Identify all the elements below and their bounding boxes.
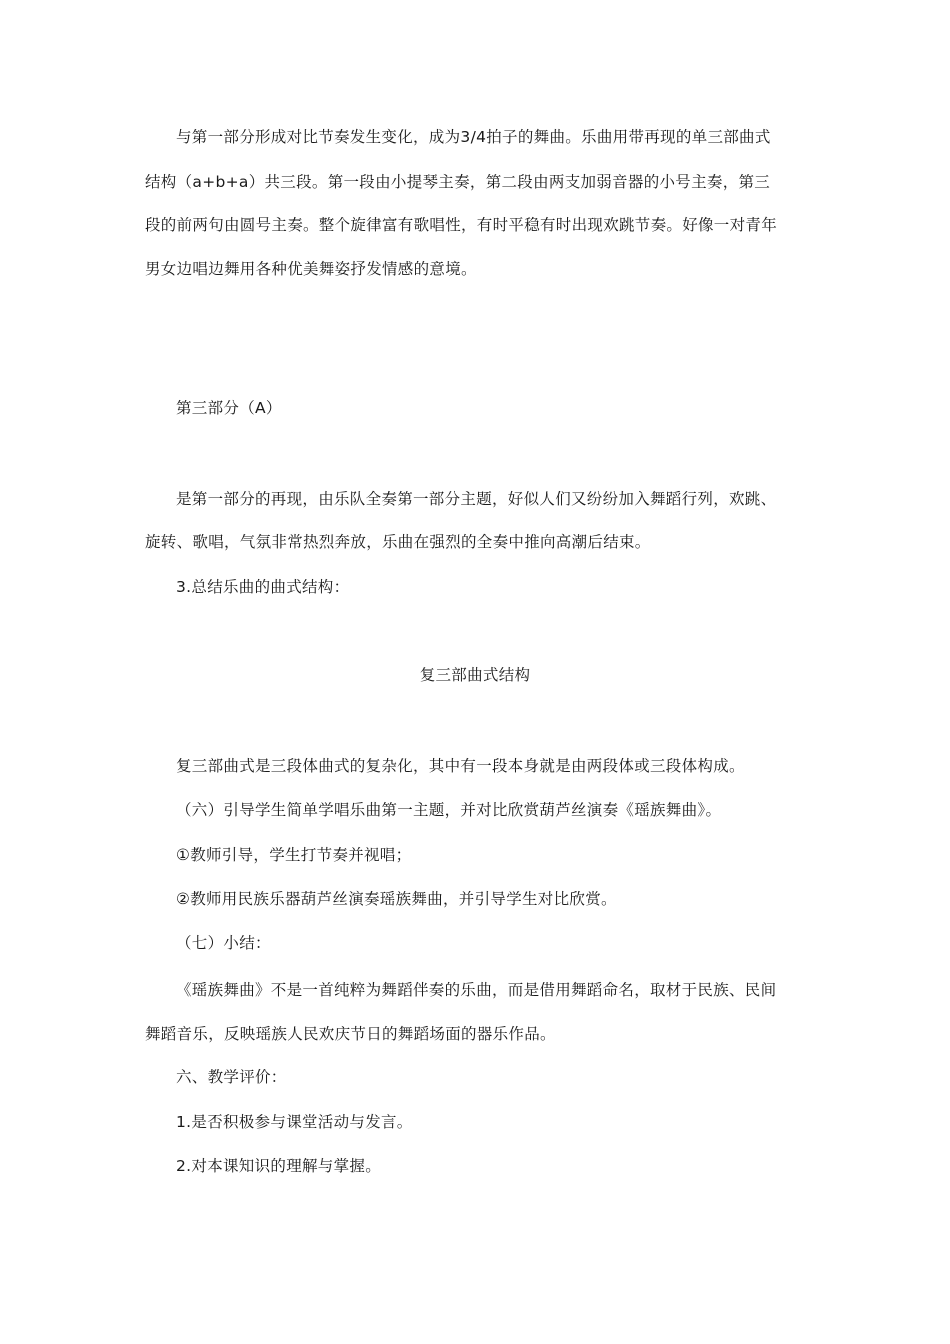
evaluation-item-2: 2.对本课知识的理解与掌握。 xyxy=(176,1157,381,1175)
paragraph-2-line-2: 旋转、歌唱，气氛非常热烈奔放，乐曲在强烈的全奏中推向高潮后结束。 xyxy=(145,533,651,551)
center-title: 复三部曲式结构 xyxy=(419,666,531,684)
evaluation-item-1: 1.是否积极参与课堂活动与发言。 xyxy=(176,1113,413,1131)
summary-heading: 3.总结乐曲的曲式结构： xyxy=(176,578,350,596)
step-6-item-1: ①教师引导，学生打节奏并视唱； xyxy=(176,846,412,864)
paragraph-4-line-2: 舞蹈音乐，反映瑶族人民欢庆节日的舞蹈场面的器乐作品。 xyxy=(145,1025,556,1043)
paragraph-3: 复三部曲式是三段体曲式的复杂化，其中有一段本身就是由两段体或三段体构成。 xyxy=(176,757,745,775)
step-6-item-2: ②教师用民族乐器葫芦丝演奏瑶族舞曲，并引导学生对比欣赏。 xyxy=(176,890,617,908)
paragraph-2-line-1: 是第一部分的再现，由乐队全奏第一部分主题，好似人们又纷纷加入舞蹈行列，欢跳、 xyxy=(176,490,777,508)
evaluation-heading: 六、教学评价： xyxy=(176,1068,287,1086)
section-3-heading: 第三部分（A） xyxy=(176,399,282,417)
step-7: （七）小结： xyxy=(176,934,271,952)
paragraph-4-line-1: 《瑶族舞曲》不是一首纯粹为舞蹈伴奏的乐曲，而是借用舞蹈命名，取材于民族、民间 xyxy=(176,981,777,999)
paragraph-1-line-1: 与第一部分形成对比节奏发生变化，成为3/4拍子的舞曲。乐曲用带再现的单三部曲式 xyxy=(176,128,771,146)
step-6: （六）引导学生简单学唱乐曲第一主题，并对比欣赏葫芦丝演奏《瑶族舞曲》。 xyxy=(176,801,722,819)
paragraph-1-line-2: 结构（a+b+a）共三段。第一段由小提琴主奏，第二段由两支加弱音器的小号主奏，第三 xyxy=(145,173,771,191)
paragraph-1-line-3: 段的前两句由圆号主奏。整个旋律富有歌唱性，有时平稳有时出现欢跳节奏。好像一对青年 xyxy=(145,216,778,234)
paragraph-1-line-4: 男女边唱边舞用各种优美舞姿抒发情感的意境。 xyxy=(145,260,477,278)
